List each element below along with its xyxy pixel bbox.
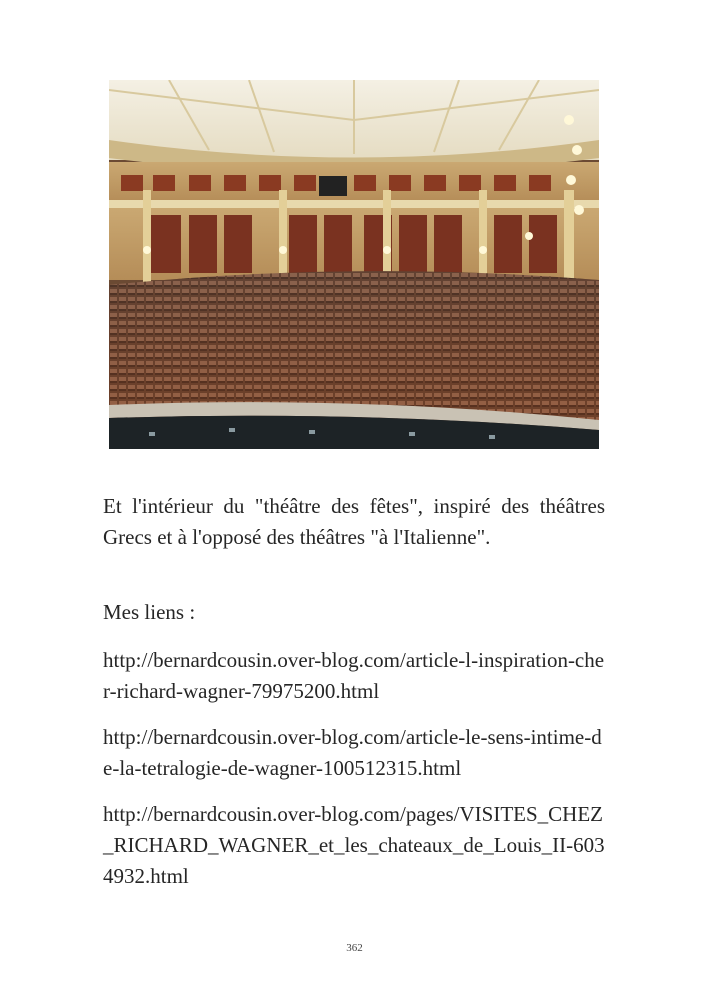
blog-link[interactable]: http://bernardcousin.over-blog.com/article-l-inspiration-cher-richard-wagner-79975200.html (103, 648, 605, 703)
blog-link[interactable]: http://bernardcousin.over-blog.com/pages/VISITES_CHEZ_RICHARD_WAGNER_et_les_chateaux_de_Louis_II-6034932.html (103, 802, 605, 888)
blog-link[interactable]: http://bernardcousin.over-blog.com/article-le-sens-intime-de-la-tetralogie-de-wagner-100512315.html (103, 725, 602, 780)
links-heading: Mes liens : (103, 600, 196, 624)
page-number: 362 (346, 942, 363, 954)
theatre-interior-illustration (109, 80, 599, 449)
photo-caption: Et l'intérieur du "théâtre des fêtes", inspiré des théâtres Grecs et à l'opposé des théâtres "à l'Italienne". (103, 494, 605, 549)
theatre-interior-photo (109, 80, 599, 449)
